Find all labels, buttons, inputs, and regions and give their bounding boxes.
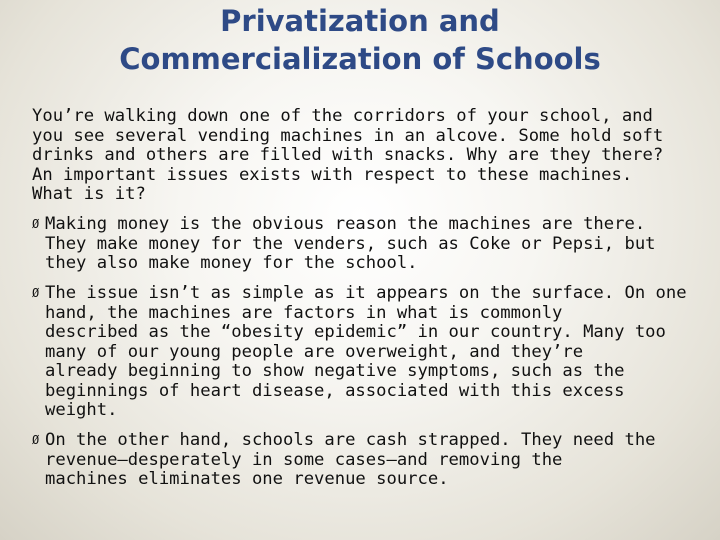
arrow-bullet-icon: Ø: [32, 217, 40, 231]
bullet-line: revenue—desperately in some cases—and removing the: [45, 449, 563, 470]
bullet-line: They make money for the venders, such as Coke or Pepsi, but: [45, 233, 656, 254]
intro-line: An important issues exists with respect to these machines.: [32, 164, 633, 185]
bullet-line: hand, the machines are factors in what is commonly: [45, 302, 563, 323]
bullet-line: they also make money for the school.: [45, 253, 418, 273]
bullet-item-obesity-issue: [32, 284, 692, 421]
bullet-line: On the other hand, schools are cash strapped. They need the: [45, 430, 656, 450]
bullet-line: already beginning to show negative symptoms, such as the: [45, 361, 625, 381]
bullet-text: [45, 215, 692, 274]
slide-title-line: Commercialization of Schools: [119, 42, 601, 76]
bullet-line: machines eliminates one revenue source.: [45, 469, 449, 489]
bullet-line: many of our young people are overweight, and they’re: [45, 341, 584, 362]
bullet-item-cash-strapped: [32, 431, 692, 490]
bullet-line: Making money is the obvious reason the machines are there.: [45, 214, 646, 234]
bullet-item-making-money: [32, 215, 692, 274]
bullet-line: described as the “obesity epidemic” in our country. Many too: [45, 322, 666, 342]
intro-line: You’re walking down one of the corridors of your school, and: [32, 106, 653, 126]
slide-title: [40, 2, 680, 78]
bullet-line: The issue isn’t as simple as it appears on the surface. On one: [45, 283, 687, 303]
intro-paragraph: [32, 107, 682, 205]
arrow-bullet-icon: Ø: [32, 286, 40, 300]
intro-line: drinks and others are filled with snacks. Why are they there?: [32, 145, 664, 165]
intro-line: What is it?: [32, 184, 146, 204]
bullet-line: weight.: [45, 400, 118, 420]
bullet-text: [45, 431, 692, 490]
intro-line: you see several vending machines in an alcove. Some hold soft: [32, 125, 664, 146]
bullet-text: [45, 284, 692, 421]
slide-title-line: Privatization and: [220, 4, 500, 38]
bullet-line: beginnings of heart disease, associated with this excess: [45, 380, 625, 401]
arrow-bullet-icon: Ø: [32, 433, 40, 447]
